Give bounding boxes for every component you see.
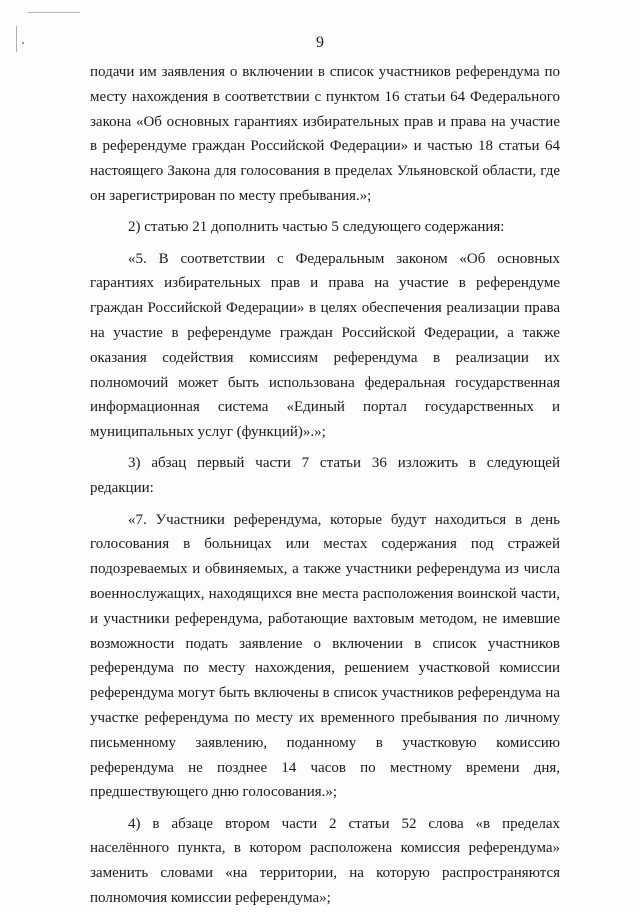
paragraph-continuation: подачи им заявления о включении в список участников референдума по месту нахождения в соответствии с пунктом 16 статьи 64 Федерального закона «Об основных гарантиях избирательных прав и права на участие в референдуме граждан Российской Федерации» и частью 18 статьи 64 настоящего Закона для голосования в пределах Ульяновской области, где он зарегистрирован по месту пребывания.»; [90, 64, 560, 204]
paragraph-quoted-part-7: «7. Участники референдума, которые будут находиться в день голосования в больницах или местах содержания под стражей подозреваемых и обвиняемых, а также участники референдума из числа военнослужащих, находящихся вне места расположения воинской части, и участники референдума, работающие вахтовым методом, не имевшие возможности подать заявление о включении в список участников референдума по месту нахождения, решением участковой комиссии референдума могут быть включены в список участников референдума на участке референдума по месту их временного пребывания по личному письменному заявлению, поданному в участковую комиссию референдума не позднее 14 часов по местному времени дня, предшествующего дню голосования.»; [90, 511, 560, 801]
paragraph-amendment-4: 4) в абзаце втором части 2 статьи 52 слова «в пределах населённого пункта, в котором расположена комиссия референдума» заменить словами «на территории, на которую распространяются полномочия комиссии референдума»; [90, 815, 560, 906]
paragraph-quoted-part-5: «5. В соответствии с Федеральным законом «Об основных гарантиях избирательных прав и права на участие в референдуме граждан Российской Федерации» в целях обеспечения реализации права на участие в референдуме граждан Российской Федерации, а также оказания содействия комиссиям референдума в реализации их полномочий может быть использована федеральная государственная информационная система «Единый портал государственных и муниципальных услуг (функций)».»; [90, 250, 560, 441]
paragraph-amendment-3: 3) абзац первый части 7 статьи 36 изложить в следующей редакции: [90, 455, 560, 497]
scan-artifact-line [28, 12, 80, 13]
page-number: 9 [316, 34, 324, 51]
document-body [90, 60, 560, 917]
paragraph-amendment-2: 2) статью 21 дополнить частью 5 следующего содержания: [128, 219, 505, 236]
